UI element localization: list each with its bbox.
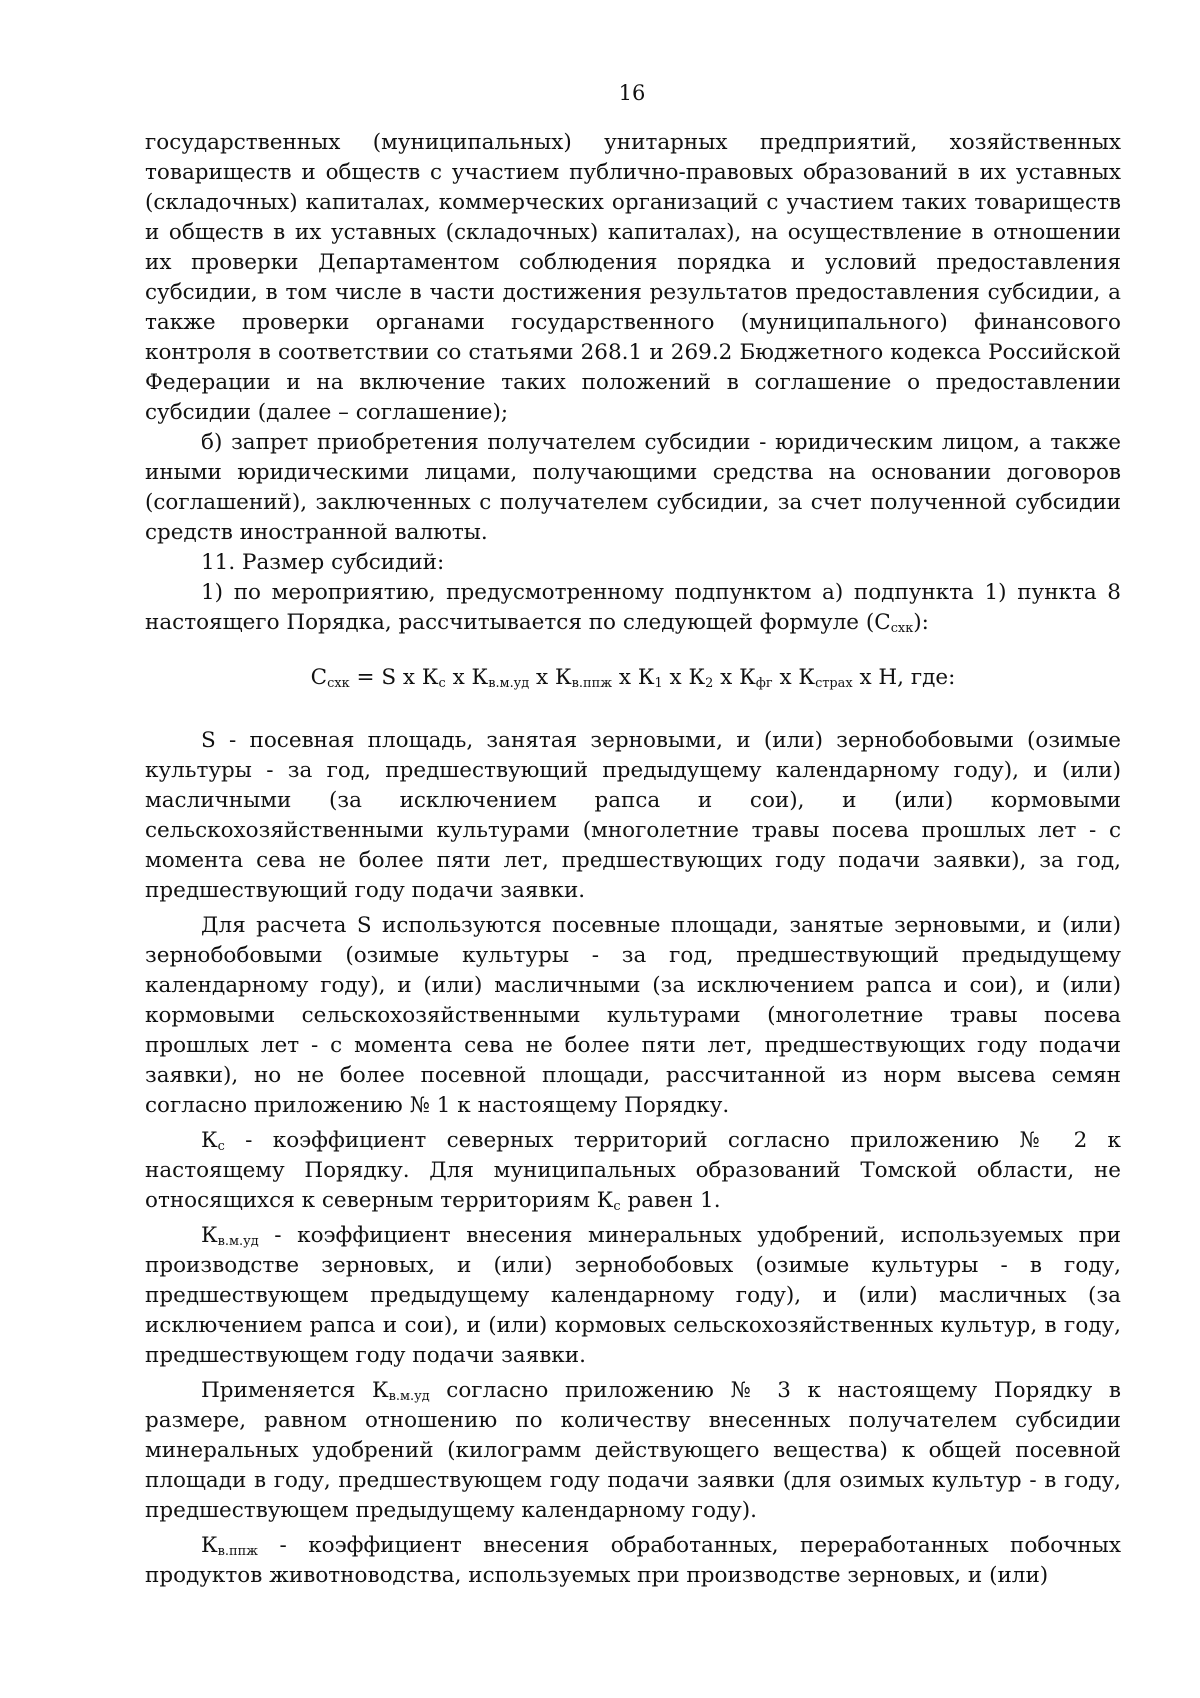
p4-end: ): xyxy=(913,610,929,635)
kvppzh-sub: в.ппж xyxy=(217,1544,259,1560)
document-body xyxy=(145,128,1121,1591)
formula-t7: x К xyxy=(772,665,816,690)
p4-sub: схк xyxy=(890,621,914,637)
kvmud-sub: в.м.уд xyxy=(217,1234,259,1250)
kc-symbol: К xyxy=(201,1128,218,1153)
paragraph-11-heading: 11. Размер субсидий: xyxy=(201,550,445,575)
definition-kvmud xyxy=(145,1221,1121,1371)
formula-kfg-sub: фг xyxy=(755,676,773,692)
definition-s: S - посевная площадь, занятая зерновыми, и (или) зернобобовыми (озимые культуры - за год, предшествующий предыдущему календарному году), и (или) масличными (за исключением рапса и сои), и (или) кормовыми сельскохозяйственными культурами (многолетние травы посева прошлых лет - с момента сева не более пяти лет, предшествующих году подачи заявки), за год, предшествующий году подачи заявки. xyxy=(145,728,1121,903)
formula-t3: x К xyxy=(529,665,572,690)
formula-c: С xyxy=(310,665,328,690)
formula-k1-sub: 1 xyxy=(654,676,663,692)
kc-text1: - коэффициент северных территорий согласно приложению № 2 к настоящему Порядку. Для муниципальных образований Томской области, не относящихся к северным территориям К xyxy=(145,1128,1121,1213)
formula-kvppzh-sub: в.ппж xyxy=(571,676,613,692)
formula-t4: x К xyxy=(612,665,655,690)
definition-kvppzh xyxy=(145,1531,1121,1591)
p4-text: 1) по мероприятию, предусмотренному подпунктом а) подпункта 1) пункта 8 настоящего Порядка, рассчитывается по следующей формуле (С xyxy=(145,580,1121,635)
formula-t8: x Н, где: xyxy=(852,665,956,690)
p10-sub: в.м.уд xyxy=(388,1389,430,1405)
paragraph-b: б) запрет приобретения получателем субсидии - юридическим лицом, а также иными юридическими лицами, получающими средства на основании договоров (соглашений), заключенных с получателем субсидии, за счет полученной субсидии средств иностранной валюты. xyxy=(145,430,1121,545)
p10-text2: согласно приложению № 3 к настоящему Порядку в размере, равном отношению по количеству внесенных получателем субсидии минеральных удобрений (килограмм действующего вещества) к общей посевной площади в году, предшествующем году подачи заявки (для озимых культур - в году, предшествующем предыдущему календарному году). xyxy=(145,1378,1121,1523)
kvppzh-text: - коэффициент внесения обработанных, переработанных побочных продуктов животноводства, используемых при производстве зерновых, и (или) xyxy=(145,1533,1121,1588)
paragraph-continuation: государственных (муниципальных) унитарных предприятий, хозяйственных товариществ и обществ с участием публично-правовых образований в их уставных (складочных) капиталах, коммерческих организаций с участием таких товариществ и обществ в их уставных (складочных) капиталах), на осуществление в отношении их проверки Департаментом соблюдения порядка и условий предоставления субсидии, в том числе в части достижения результатов предоставления субсидии, а также проверки органами государственного (муниципального) финансового контроля в соответствии со статьями 268.1 и 269.2 Бюджетного кодекса Российской Федерации и на включение таких положений в соглашение о предоставлении субсидии (далее – соглашение); xyxy=(145,130,1121,425)
formula-t6: x К xyxy=(713,665,756,690)
p10-text1: Применяется К xyxy=(201,1378,389,1403)
paragraph-11-1 xyxy=(145,578,1121,638)
formula-t5: x К xyxy=(662,665,706,690)
kc-text2: равен 1. xyxy=(620,1188,721,1213)
formula-t2: x К xyxy=(445,665,489,690)
kc-sub: с xyxy=(217,1139,225,1155)
paragraph-kvmud-application xyxy=(145,1376,1121,1526)
definition-kc xyxy=(145,1126,1121,1216)
kc-sub2: с xyxy=(613,1199,621,1215)
formula-t1: = S x К xyxy=(349,665,439,690)
kvmud-text: - коэффициент внесения минеральных удобрений, используемых при производстве зерновых, и (или) зернобобовых (озимые культуры - в году, предшествующем предыдущему календарному году), и (или) масличных (за исключением рапса и сои), и (или) кормовых сельскохозяйственных культур, в году, предшествующем году подачи заявки. xyxy=(145,1223,1121,1368)
formula-k2-sub: 2 xyxy=(705,676,714,692)
paragraph-s-calculation: Для расчета S используются посевные площади, занятые зерновыми, и (или) зернобобовыми (озимые культуры - за год, предшествующий предыдущему календарному году), и (или) масличными (за исключением рапса и сои), и (или) кормовыми сельскохозяйственными культурами (многолетние травы посева прошлых лет - с момента сева не более пяти лет, предшествующих году подачи заявки), но не более посевной площади, рассчитанной из норм высева семян согласно приложению № 1 к настоящему Порядку. xyxy=(145,913,1121,1118)
formula-c-sub: схк xyxy=(327,676,350,692)
subsidy-formula xyxy=(145,663,1121,693)
formula-kvmud-sub: в.м.уд xyxy=(488,676,530,692)
kvmud-symbol: К xyxy=(201,1223,218,1248)
kvppzh-symbol: К xyxy=(201,1533,218,1558)
formula-kstrakh-sub: страх xyxy=(815,676,853,692)
page-number: 16 xyxy=(618,81,646,105)
formula-kc-sub: с xyxy=(438,676,446,692)
